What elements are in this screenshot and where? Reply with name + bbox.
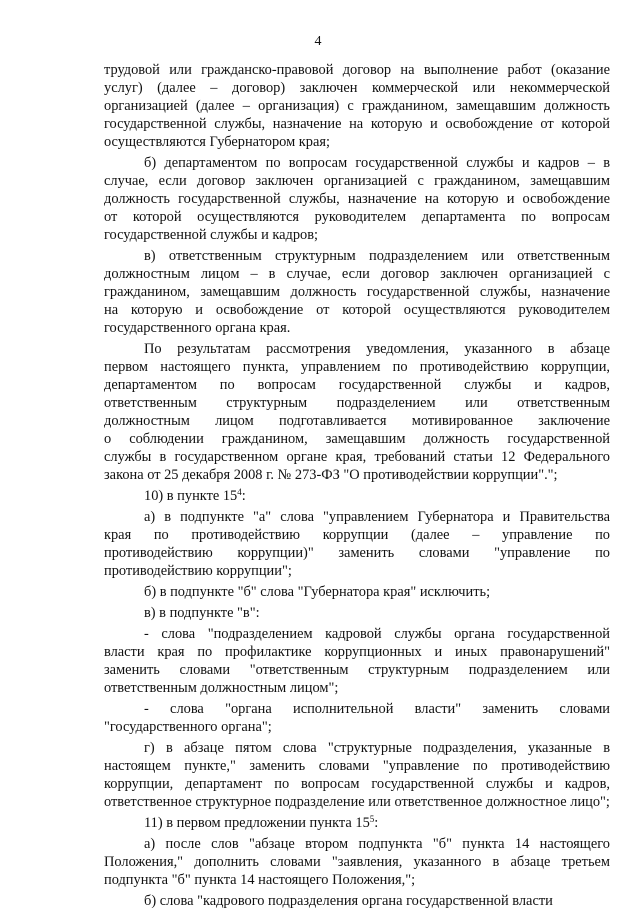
line-text: а) в подпункте "а" слова "управлением Губернатора и Правительства bbox=[144, 509, 610, 525]
line-text: б) слова "кадрового подразделения органа государственной власти bbox=[144, 893, 553, 909]
text-line bbox=[104, 283, 610, 301]
line-text: услуг) (далее – договор) заключен коммерческой или некоммерческой bbox=[104, 80, 610, 96]
text-line bbox=[104, 226, 610, 244]
line-text: должность государственной службы, назначение на которую и освобождение bbox=[104, 191, 610, 207]
line-text: а) после слов "абзаце втором подпункта "б" пункта 14 настоящего bbox=[144, 836, 610, 852]
text-line bbox=[104, 661, 610, 679]
line-text: государственного органа края. bbox=[104, 320, 291, 336]
text-line bbox=[104, 208, 610, 226]
text-line bbox=[104, 679, 610, 697]
text-line bbox=[104, 604, 610, 622]
paragraph bbox=[104, 892, 610, 910]
text-line bbox=[104, 133, 610, 151]
paragraph bbox=[104, 604, 610, 622]
text-line bbox=[104, 835, 610, 853]
text-line bbox=[104, 172, 610, 190]
line-text: б) в подпункте "б" слова "Губернатора края" исключить; bbox=[144, 584, 491, 600]
line-text: ответственное структурное подразделение или ответственное должностное лицо"; bbox=[104, 794, 610, 810]
line-text: 11) в первом предложении пункта 15 bbox=[144, 815, 370, 831]
line-text: - слова "подразделением кадровой службы органа государственной bbox=[144, 626, 610, 642]
text-line bbox=[104, 376, 610, 394]
line-text: б) департаментом по вопросам государственной службы и кадров – в bbox=[144, 155, 610, 171]
text-line bbox=[104, 700, 610, 718]
paragraph bbox=[104, 508, 610, 580]
line-text: власти края по профилактике коррупционных и иных правонарушений" bbox=[104, 644, 610, 660]
line-text: заменить словами "ответственным структурным подразделением или bbox=[104, 662, 610, 678]
line-text: в) в подпункте "в": bbox=[144, 605, 260, 621]
line-text: на которую и освобождение от которой осуществляются руководителем bbox=[104, 302, 610, 318]
line-text: настоящем пункте," заменить словами "управление по противодействию bbox=[104, 758, 610, 774]
text-line bbox=[104, 757, 610, 775]
text-line bbox=[104, 508, 610, 526]
text-line bbox=[104, 412, 610, 430]
line-text: трудовой или гражданско-правовой договор на выполнение работ (оказание bbox=[104, 62, 610, 78]
text-line bbox=[104, 466, 610, 484]
text-line bbox=[104, 892, 610, 910]
text-line bbox=[104, 154, 610, 172]
line-tail: : bbox=[241, 488, 246, 504]
line-text: закона от 25 декабря 2008 г. № 273-ФЗ "О противодействии коррупции"."; bbox=[104, 467, 558, 483]
line-text: г) в абзаце пятом слова "структурные подразделения, указанные в bbox=[144, 740, 610, 756]
line-text: гражданином, замещавшим должность государственной службы, назначение bbox=[104, 284, 610, 300]
paragraph bbox=[104, 583, 610, 601]
text-line bbox=[104, 301, 610, 319]
line-text: первом настоящего пункта, управлением по противодействию коррупции, bbox=[104, 359, 610, 375]
paragraph bbox=[104, 739, 610, 811]
text-line bbox=[104, 814, 610, 832]
text-line bbox=[104, 526, 610, 544]
paragraph bbox=[104, 61, 610, 151]
text-line bbox=[104, 97, 610, 115]
line-text: в) ответственным структурным подразделением или ответственным bbox=[144, 248, 610, 264]
line-text: - слова "органа исполнительной власти" заменить словами bbox=[144, 701, 610, 717]
text-line bbox=[104, 625, 610, 643]
paragraph bbox=[104, 154, 610, 244]
text-line bbox=[104, 115, 610, 133]
line-text: о соблюдении гражданином, замещавшим должность государственной bbox=[104, 431, 610, 447]
paragraph bbox=[104, 835, 610, 889]
text-line bbox=[104, 79, 610, 97]
line-tail: : bbox=[374, 815, 379, 831]
paragraph bbox=[104, 487, 610, 505]
line-text: ответственным должностным лицом"; bbox=[104, 680, 339, 696]
line-text: осуществляются Губернатором края; bbox=[104, 134, 330, 150]
text-line bbox=[104, 487, 610, 505]
text-line bbox=[104, 340, 610, 358]
text-line bbox=[104, 319, 610, 337]
text-line bbox=[104, 61, 610, 79]
text-line bbox=[104, 358, 610, 376]
paragraph bbox=[104, 340, 610, 484]
line-text: организацией (далее – организация) с гражданином, замещавшим должность bbox=[104, 98, 610, 114]
line-text: 10) в пункте 15 bbox=[144, 488, 238, 504]
footnote-superscript: 5 bbox=[369, 814, 375, 824]
text-line bbox=[104, 871, 610, 889]
line-text: от которой осуществляются руководителем департамента по вопросам bbox=[104, 209, 610, 225]
text-line bbox=[104, 544, 610, 562]
text-line bbox=[104, 562, 610, 580]
paragraph bbox=[104, 247, 610, 337]
line-text: "государственного органа"; bbox=[104, 719, 272, 735]
paragraph bbox=[104, 625, 610, 697]
line-text: должностным лицом подготавливается мотивированное заключение bbox=[104, 413, 610, 429]
text-line bbox=[104, 265, 610, 283]
line-text: коррупции, департамент по вопросам государственной службы и кадров, bbox=[104, 776, 610, 792]
paragraph bbox=[104, 814, 610, 832]
text-line bbox=[104, 430, 610, 448]
line-text: Положения," дополнить словами "заявления, указанного в абзаце третьем bbox=[104, 854, 610, 870]
document-body bbox=[104, 61, 610, 913]
text-line bbox=[104, 793, 610, 811]
text-line bbox=[104, 718, 610, 736]
text-line bbox=[104, 643, 610, 661]
line-text: По результатам рассмотрения уведомления, указанного в абзаце bbox=[144, 341, 610, 357]
line-text: государственной службы, назначение на которую и освобождение от которой bbox=[104, 116, 610, 132]
line-text: государственной службы и кадров; bbox=[104, 227, 319, 243]
text-line bbox=[104, 247, 610, 265]
paragraph bbox=[104, 700, 610, 736]
text-line bbox=[104, 448, 610, 466]
line-text: ответственным структурным подразделением или ответственным bbox=[104, 395, 610, 411]
line-text: края по противодействию коррупции (далее – управление по bbox=[104, 527, 610, 543]
footnote-superscript: 4 bbox=[237, 487, 242, 497]
line-text: должностным лицом – в случае, если договор заключен организацией с bbox=[104, 266, 610, 282]
line-text: департаментом по вопросам государственной службы и кадров, bbox=[104, 377, 610, 393]
line-text: противодействию коррупции"; bbox=[104, 563, 292, 579]
text-line bbox=[104, 739, 610, 757]
line-text: противодействию коррупции)" заменить словами "управление по bbox=[104, 545, 610, 561]
text-line bbox=[104, 394, 610, 412]
text-line bbox=[104, 853, 610, 871]
text-line bbox=[104, 190, 610, 208]
line-text: службы в государственном органе края, требований статьи 12 Федерального bbox=[104, 449, 610, 465]
page-number: 4 bbox=[314, 34, 322, 49]
text-line bbox=[104, 583, 610, 601]
line-text: случае, если договор заключен организацией с гражданином, замещавшим bbox=[104, 173, 610, 189]
text-line bbox=[104, 775, 610, 793]
line-text: подпункта "б" пункта 14 настоящего Положения,"; bbox=[104, 872, 416, 888]
